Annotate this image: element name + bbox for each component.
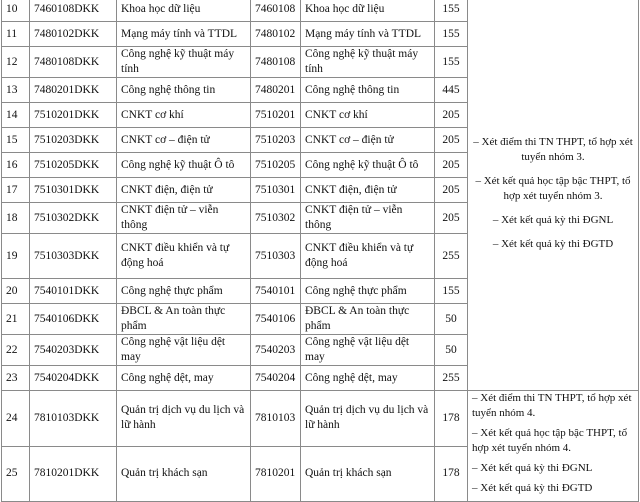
major-code: 7480108	[251, 47, 301, 78]
major-name: CNKT điều khiển và tự động hoá	[301, 234, 435, 279]
major-code: 7810201	[251, 446, 301, 502]
method-item: – Xét kết quả kỳ thi ĐGTD	[472, 482, 593, 494]
program-name: Quản trị khách sạn	[117, 446, 251, 502]
row-index: 25	[2, 446, 30, 502]
program-code: 7480108DKK	[30, 47, 117, 78]
major-name: ĐBCL & An toàn thực phẩm	[301, 304, 435, 335]
major-code: 7510303	[251, 234, 301, 279]
program-code: 7510201DKK	[30, 103, 117, 128]
major-code: 7510203	[251, 128, 301, 153]
major-name: Công nghệ kỹ thuật máy tính	[301, 47, 435, 78]
program-code: 7510301DKK	[30, 178, 117, 203]
method-item: – Xét điểm thi TN THPT, tổ hợp xét tuyển nhóm 4.	[472, 392, 632, 419]
row-index: 10	[2, 0, 30, 22]
program-code: 7480201DKK	[30, 78, 117, 103]
major-code: 7460108	[251, 0, 301, 22]
quota: 155	[435, 22, 468, 47]
row-index: 19	[2, 234, 30, 279]
major-code: 7540106	[251, 304, 301, 335]
program-name: Mạng máy tính và TTDL	[117, 22, 251, 47]
quota: 50	[435, 335, 468, 366]
row-index: 24	[2, 391, 30, 447]
quota: 205	[435, 178, 468, 203]
major-code: 7810103	[251, 391, 301, 447]
quota: 178	[435, 391, 468, 447]
row-index: 20	[2, 279, 30, 304]
program-code: 7510205DKK	[30, 153, 117, 178]
quota: 178	[435, 446, 468, 502]
quota: 255	[435, 366, 468, 391]
program-code: 7480102DKK	[30, 22, 117, 47]
program-code: 7540106DKK	[30, 304, 117, 335]
major-code: 7480201	[251, 78, 301, 103]
program-code: 7460108DKK	[30, 0, 117, 22]
program-name: Khoa học dữ liệu	[117, 0, 251, 22]
program-code: 7510303DKK	[30, 234, 117, 279]
table-row	[2, 0, 639, 22]
program-name: CNKT điều khiển và tự động hoá	[117, 234, 251, 279]
row-index: 21	[2, 304, 30, 335]
quota: 205	[435, 153, 468, 178]
program-name: Công nghệ dệt, may	[117, 366, 251, 391]
program-name: CNKT cơ – điện tử	[117, 128, 251, 153]
major-code: 7540101	[251, 279, 301, 304]
major-name: Công nghệ thực phẩm	[301, 279, 435, 304]
admission-methods-group-2	[468, 391, 639, 502]
table-row	[2, 391, 639, 447]
row-index: 18	[2, 203, 30, 234]
program-code: 7540203DKK	[30, 335, 117, 366]
method-item: – Xét kết quả kỳ thi ĐGNL	[472, 462, 593, 474]
quota: 155	[435, 0, 468, 22]
program-code: 7540204DKK	[30, 366, 117, 391]
major-name: CNKT cơ – điện tử	[301, 128, 435, 153]
program-name: CNKT cơ khí	[117, 103, 251, 128]
method-item: – Xét điểm thi TN THPT, tổ hợp xét tuyển nhóm 3.	[473, 136, 633, 163]
major-name: Công nghệ vật liệu dệt may	[301, 335, 435, 366]
program-name: Công nghệ thực phẩm	[117, 279, 251, 304]
quota: 155	[435, 279, 468, 304]
program-name: Công nghệ kỹ thuật Ô tô	[117, 153, 251, 178]
row-index: 22	[2, 335, 30, 366]
quota: 445	[435, 78, 468, 103]
quota: 255	[435, 234, 468, 279]
major-name: Quản trị khách sạn	[301, 446, 435, 502]
method-item: – Xét kết quả học tập bậc THPT, tổ hợp xét tuyển nhóm 3.	[475, 175, 631, 202]
program-code: 7810103DKK	[30, 391, 117, 447]
major-code: 7510201	[251, 103, 301, 128]
program-code: 7810201DKK	[30, 446, 117, 502]
major-name: Công nghệ thông tin	[301, 78, 435, 103]
quota: 50	[435, 304, 468, 335]
program-name: Công nghệ kỹ thuật máy tính	[117, 47, 251, 78]
method-item: – Xét kết quả kỳ thi ĐGNL	[492, 214, 614, 226]
program-name: CNKT điện tử – viễn thông	[117, 203, 251, 234]
major-code: 7540204	[251, 366, 301, 391]
row-index: 13	[2, 78, 30, 103]
major-code: 7510302	[251, 203, 301, 234]
admissions-table	[1, 0, 639, 502]
major-name: Quản trị dịch vụ du lịch và lữ hành	[301, 391, 435, 447]
admission-methods-group-1	[468, 0, 639, 391]
major-name: Khoa học dữ liệu	[301, 0, 435, 22]
program-name: Công nghệ vật liệu dệt may	[117, 335, 251, 366]
row-index: 16	[2, 153, 30, 178]
row-index: 23	[2, 366, 30, 391]
row-index: 11	[2, 22, 30, 47]
program-name: Công nghệ thông tin	[117, 78, 251, 103]
major-name: CNKT điện tử – viễn thông	[301, 203, 435, 234]
method-item: – Xét kết quả kỳ thi ĐGTD	[492, 238, 614, 250]
table-body	[2, 0, 639, 502]
major-name: Công nghệ kỹ thuật Ô tô	[301, 153, 435, 178]
quota: 205	[435, 103, 468, 128]
program-code: 7510302DKK	[30, 203, 117, 234]
program-code: 7510203DKK	[30, 128, 117, 153]
program-name: CNKT điện, điện tử	[117, 178, 251, 203]
major-name: CNKT cơ khí	[301, 103, 435, 128]
major-name: Mạng máy tính và TTDL	[301, 22, 435, 47]
quota: 155	[435, 47, 468, 78]
major-code: 7510301	[251, 178, 301, 203]
quota: 205	[435, 128, 468, 153]
quota: 205	[435, 203, 468, 234]
row-index: 15	[2, 128, 30, 153]
row-index: 14	[2, 103, 30, 128]
major-code: 7540203	[251, 335, 301, 366]
major-code: 7510205	[251, 153, 301, 178]
row-index: 12	[2, 47, 30, 78]
program-name: ĐBCL & An toàn thực phẩm	[117, 304, 251, 335]
program-name: Quản trị dịch vụ du lịch và lữ hành	[117, 391, 251, 447]
row-index: 17	[2, 178, 30, 203]
major-code: 7480102	[251, 22, 301, 47]
major-name: CNKT điện, điện tử	[301, 178, 435, 203]
method-item: – Xét kết quả học tập bậc THPT, tổ hợp xét tuyển nhóm 4.	[472, 427, 628, 454]
program-code: 7540101DKK	[30, 279, 117, 304]
major-name: Công nghệ dệt, may	[301, 366, 435, 391]
